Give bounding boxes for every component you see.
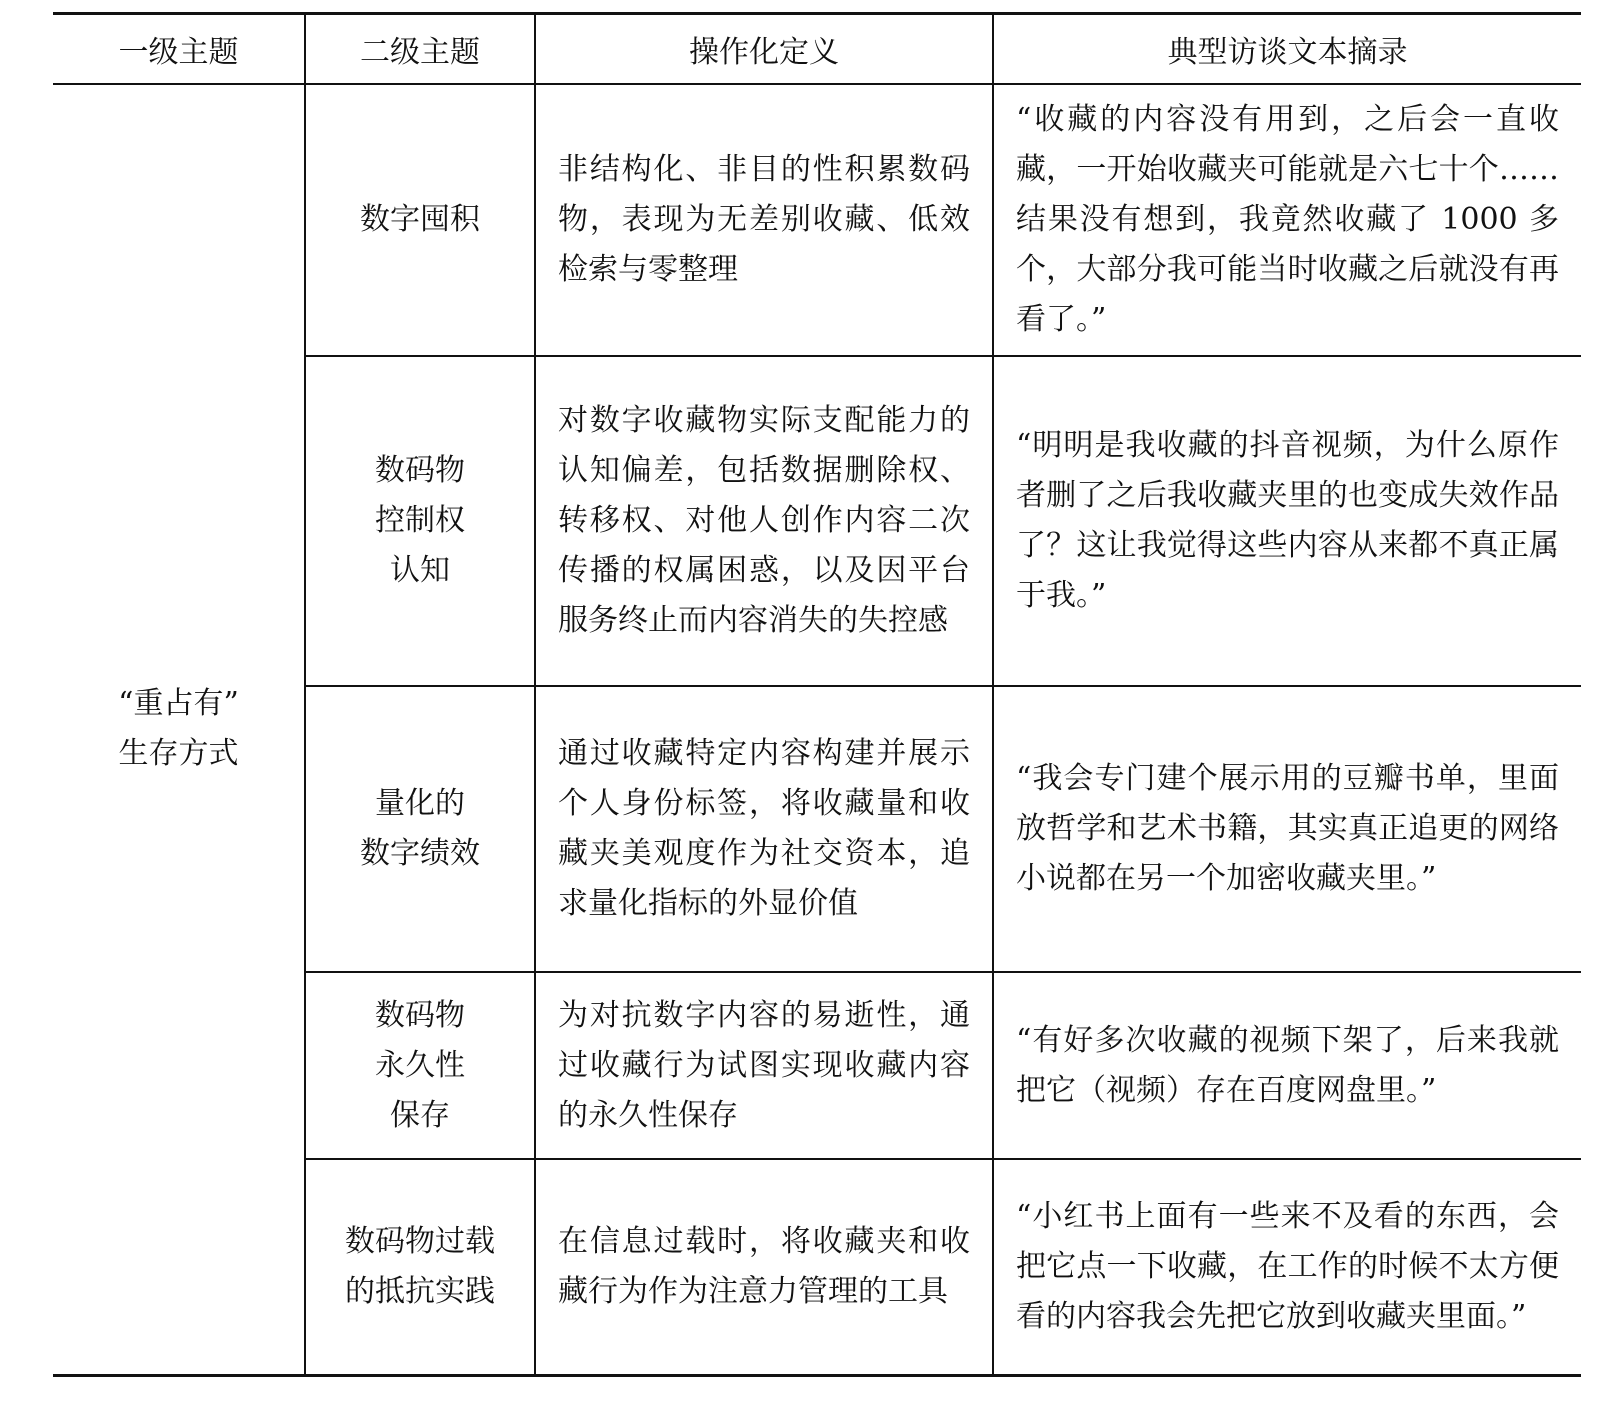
definition-text: 非结构化、非目的性积累数码物，表现为无差别收藏、低效检索与零整理 (558, 152, 970, 287)
quote-text: “我会专门建个展示用的豆瓣书单，里面放哲学和艺术书籍，其实真正追更的网络小说都在另一个加密收藏夹里。” (1016, 761, 1559, 896)
level2-theme-cell (305, 686, 535, 972)
header-interview-excerpt: 典型访谈文本摘录 (993, 14, 1581, 85)
level2-theme-label: 数字囤积 (360, 202, 480, 237)
quote-text: “收藏的内容没有用到，之后会一直收藏，一开始收藏夹可能就是六七十个……结果没有想到，我竟然收藏了 1000 多个，大部分我可能当时收藏之后就没有再看了。” (1016, 102, 1559, 337)
header-row (53, 14, 1581, 85)
header-level2-theme: 二级主题 (305, 14, 535, 85)
level2-theme-cell (305, 1159, 535, 1375)
header-operational-definition: 操作化定义 (535, 14, 993, 85)
quote-text: “明明是我收藏的抖音视频，为什么原作者删了之后我收藏夹里的也变成失效作品了？这让我觉得这些内容从来都不真正属于我。” (1016, 428, 1559, 613)
level2-theme-cell (305, 356, 535, 686)
definition-cell (535, 686, 993, 972)
level1-theme-label: “重占有” 生存方式 (118, 686, 239, 772)
quote-text: “小红书上面有一些来不及看的东西，会把它点一下收藏，在工作的时候不太方便看的内容我会先把它放到收藏夹里面。” (1016, 1198, 1559, 1334)
quote-cell (993, 1159, 1581, 1375)
quote-cell (993, 356, 1581, 686)
level1-theme-cell (53, 84, 305, 1375)
level2-theme-cell (305, 972, 535, 1159)
quote-cell (993, 972, 1581, 1159)
themes-table (53, 12, 1581, 1377)
quote-cell (993, 686, 1581, 972)
definition-cell (535, 84, 993, 356)
quote-text: “有好多次收藏的视频下架了，后来我就把它（视频）存在百度网盘里。” (1016, 1022, 1559, 1108)
level2-theme-cell (305, 84, 535, 356)
definition-text: 为对抗数字内容的易逝性，通过收藏行为试图实现收藏内容的永久性保存 (558, 997, 970, 1133)
level2-theme-label: 量化的 数字绩效 (360, 786, 480, 871)
definition-text: 在信息过载时，将收藏夹和收藏行为作为注意力管理的工具 (558, 1223, 970, 1309)
quote-cell (993, 84, 1581, 356)
definition-text: 通过收藏特定内容构建并展示个人身份标签，将收藏量和收藏夹美观度作为社交资本，追求量化指标的外显价值 (558, 736, 970, 921)
table-row (53, 84, 1581, 356)
definition-cell (535, 1159, 993, 1375)
level2-theme-label: 数码物 控制权 认知 (375, 453, 465, 588)
definition-cell (535, 972, 993, 1159)
level2-theme-label: 数码物 永久性 保存 (375, 997, 465, 1133)
definition-text: 对数字收藏物实际支配能力的认知偏差，包括数据删除权、转移权、对他人创作内容二次传播的权属困惑，以及因平台服务终止而内容消失的失控感 (558, 403, 970, 638)
level2-theme-label: 数码物过载 的抵抗实践 (345, 1223, 495, 1309)
header-level1-theme: 一级主题 (53, 14, 305, 85)
definition-cell (535, 356, 993, 686)
